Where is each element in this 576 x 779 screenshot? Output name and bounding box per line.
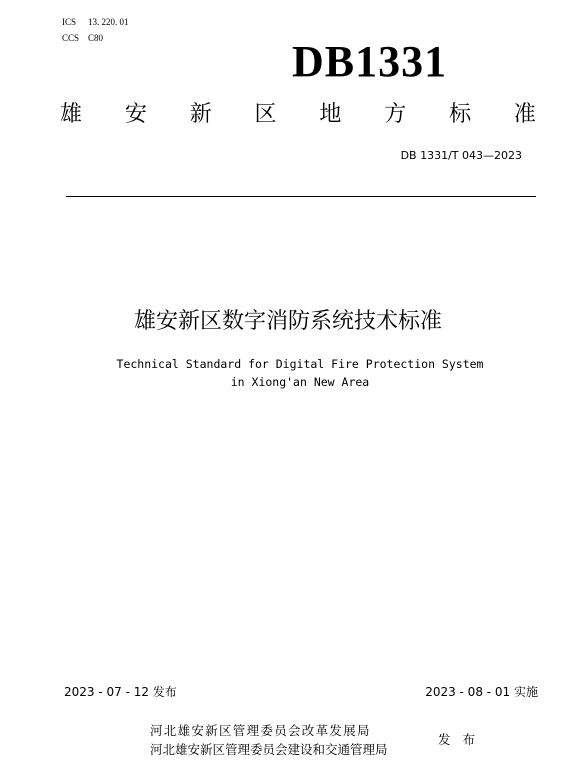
standard-code: DB1331 — [292, 37, 448, 86]
document-title-english-line1: Technical Standard for Digital Fire Protection System — [116, 357, 484, 371]
issue-date: 2023 - 07 - 12 发布 — [64, 685, 177, 699]
local-standard-char: 准 — [513, 102, 536, 127]
ccs-value: C80 — [88, 33, 104, 43]
header-divider — [66, 196, 536, 197]
local-standard-char: 区 — [254, 102, 277, 127]
local-standard-char: 雄 — [60, 102, 83, 127]
standard-number: DB 1331/T 043—2023 — [400, 149, 522, 162]
ics-classification — [62, 17, 129, 28]
ccs-classification — [62, 33, 103, 44]
release-label: 发 布 — [438, 732, 479, 747]
local-standard-heading — [60, 101, 536, 129]
implementation-date: 2023 - 08 - 01 实施 — [425, 685, 538, 699]
local-standard-char: 方 — [384, 102, 407, 127]
publisher-line1: 河北雄安新区管理委员会改革发展局 — [150, 723, 371, 738]
ccs-label: CCS — [62, 33, 80, 43]
ics-label: ICS — [62, 17, 77, 27]
document-title-chinese: 雄安新区数字消防系统技术标准 — [133, 309, 442, 334]
local-standard-char: 安 — [124, 102, 147, 127]
publisher-line2: 河北雄安新区管理委员会建设和交通管理局 — [150, 742, 388, 757]
local-standard-char: 地 — [319, 102, 342, 127]
document-title-english-line2: in Xiong'an New Area — [230, 375, 370, 389]
ics-value: 13. 220. 01 — [88, 17, 129, 27]
local-standard-char: 标 — [449, 102, 472, 127]
local-standard-char: 新 — [189, 102, 212, 127]
